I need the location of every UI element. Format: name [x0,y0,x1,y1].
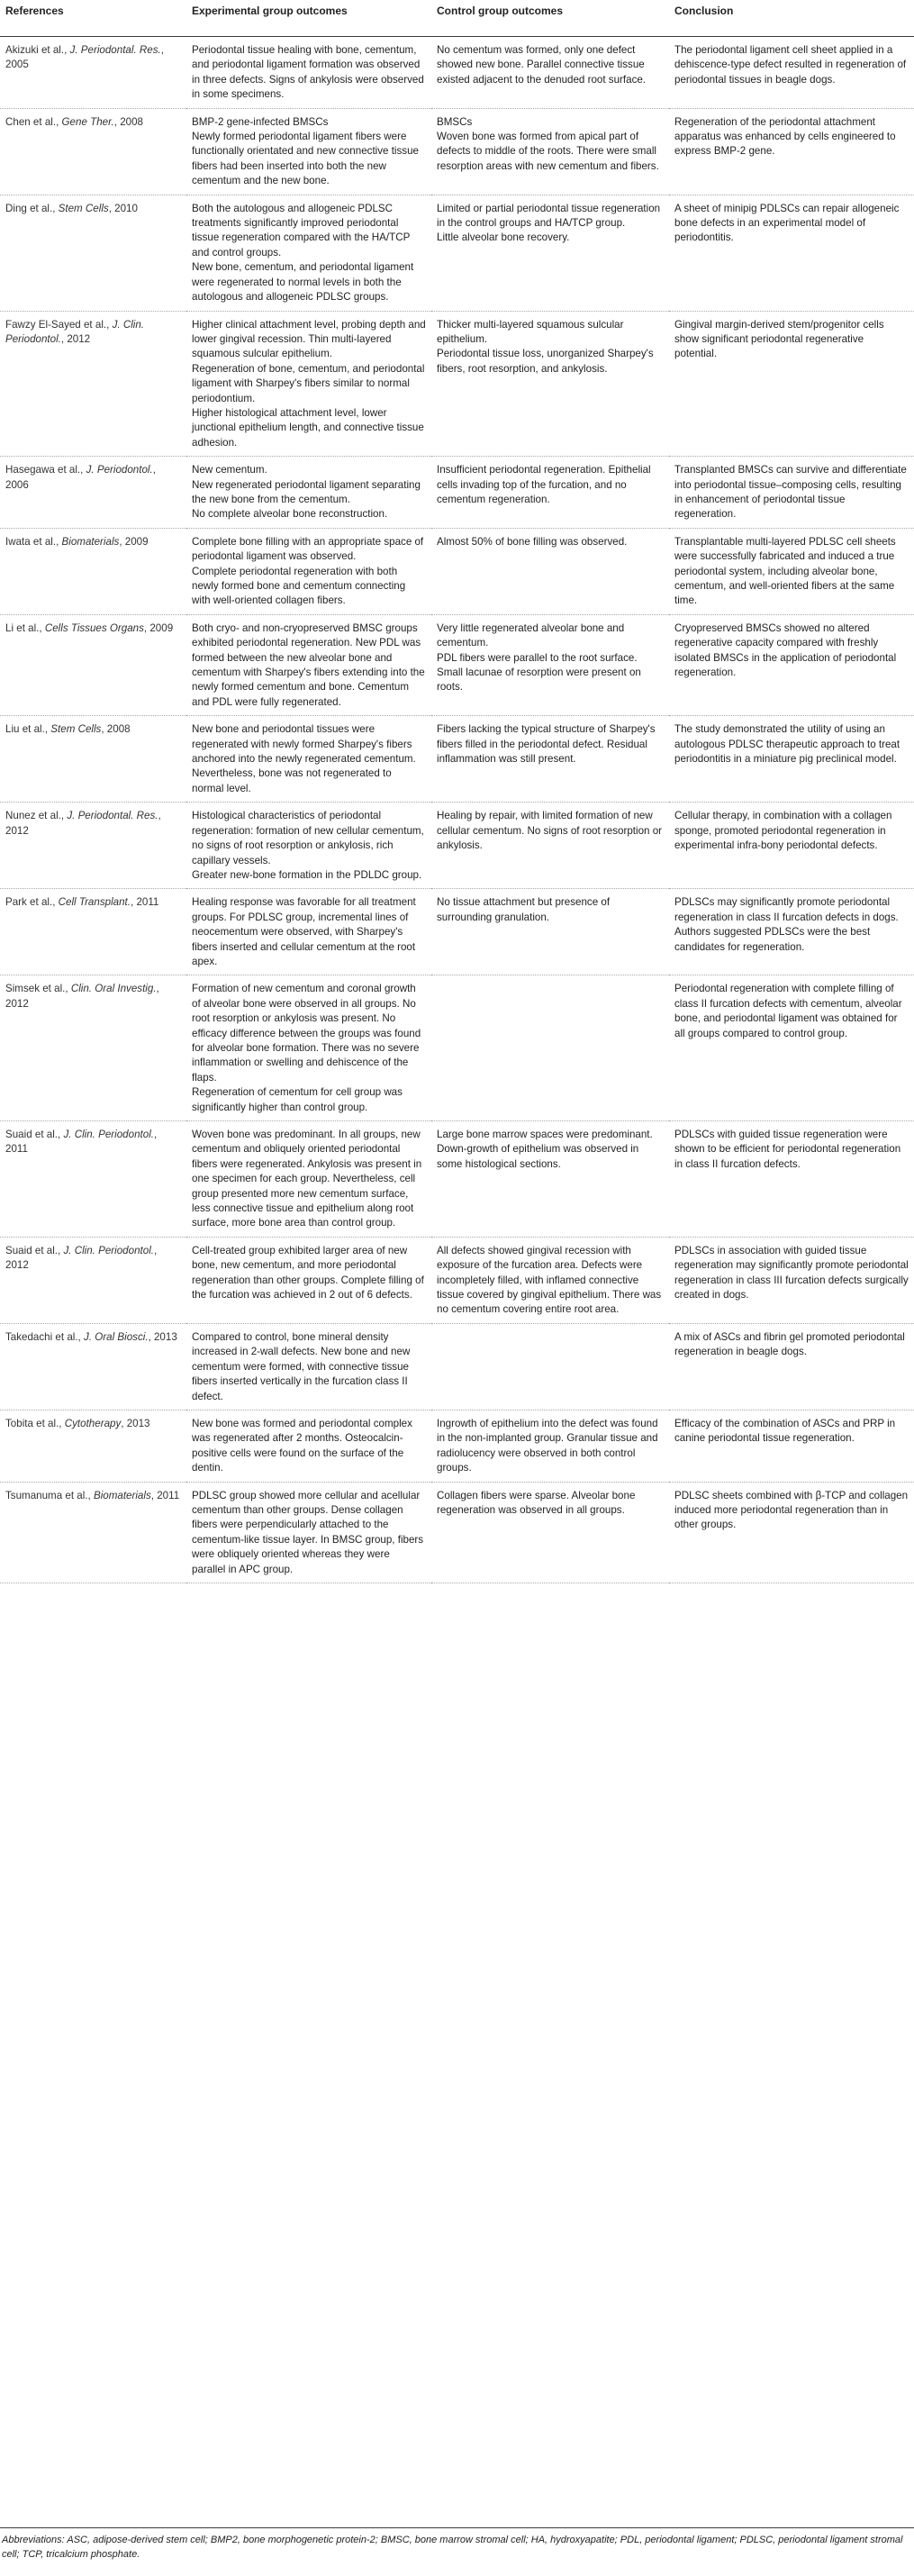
reference-cell [0,1121,186,1238]
experimental-text: Higher clinical attachment level, probing depth and lower gingival recession. Thin multi-layered squamous sulcular epithelium. [192,318,426,360]
experimental-text: New bone was formed and periodontal complex was regenerated after 2 months. Osteocalcin-positive cells were found on the surface of the dentin. [192,1417,412,1474]
control-outcome-cell [431,716,669,803]
conclusion-cell [669,975,914,1121]
table-row [0,975,914,1121]
reference-year: , 2010 [108,202,138,214]
conclusion-cell [669,311,914,457]
experimental-outcome-cell [186,1323,431,1410]
experimental-text: Greater new-bone formation in the PDLDC group. [192,868,422,881]
conclusion-cell [669,1323,914,1410]
control-outcome-cell [431,1121,669,1238]
reference-author: Tobita et al., [5,1417,62,1429]
experimental-outcome-cell [186,1121,431,1238]
experimental-outcome-cell [186,37,431,109]
reference-author: Park et al., [5,896,56,909]
reference-journal: J. Clin. Periodontol. [63,1244,154,1256]
control-outcome-cell [431,1237,669,1323]
experimental-text: Compared to control, bone mineral density increased in 2-wall defects. New bone and new cementum were formed, with connective tissue fibers inserted vertically in the furcation class II defect. [192,1330,411,1402]
conclusion-text: PDLSCs may significantly promote periodontal regeneration in class II furcation defects in dogs. Authors suggested PDLSCs were the best candidates for regeneration. [674,896,899,953]
reference-cell [0,37,186,109]
reference-author: Nunez et al., [5,810,65,822]
conclusion-cell [669,108,914,195]
footnote-divider [0,2527,914,2528]
reference-year: , 2012 [5,810,161,837]
control-outcome-cell [431,1323,669,1410]
reference-cell [0,1237,186,1323]
control-outcome-cell [431,457,669,529]
reference-journal: Biomaterials [93,1489,151,1501]
table-row [0,311,914,457]
reference-cell [0,716,186,803]
experimental-text: BMP-2 gene-infected BMSCs [192,115,329,128]
table-row [0,1323,914,1410]
reference-year: , 2009 [119,535,149,548]
reference-cell [0,528,186,614]
experimental-text: Periodontal tissue healing with bone, cementum, and periodontal ligament formation was observed in three defects. Signs of ankylosis were observed in some specimens. [192,44,424,101]
control-text: Periodontal tissue loss, unorganized Sharpey's fibers, root resorption, and ankylosis. [437,348,654,375]
control-text: Collagen fibers were sparse. Alveolar bone regeneration was observed in all groups. [437,1489,636,1516]
reference-journal: Cell Transplant. [58,896,131,909]
conclusion-text: Periodontal regeneration with complete filling of class II furcation defects with cementum, alveolar bone, and periodontal ligament was obtained for all groups compared to control group. [674,983,902,1039]
table-row [0,108,914,195]
reference-journal: Stem Cells [58,202,109,214]
conclusion-cell [669,1410,914,1482]
control-text: Limited or partial periodontal tissue regeneration in the control groups and HA/TCP group. [437,202,661,230]
experimental-outcome-cell [186,457,431,529]
conclusion-text: The study demonstrated the utility of using an autologous PDLSC therapeutic approach to treat periodontitis in a miniature pig preclinical model. [674,723,900,766]
conclusion-cell [669,457,914,529]
conclusion-text: Cellular therapy, in combination with a collagen sponge, promoted periodontal regeneration in experimental infra-bony periodontal defects. [674,810,892,852]
table-row [0,1410,914,1482]
reference-year: , 2013 [121,1417,150,1429]
conclusion-text: Efficacy of the combination of ASCs and PRP in canine periodontal tissue regeneration. [674,1417,896,1445]
control-outcome-cell [431,975,669,1121]
reference-author: Hasegawa et al., [5,464,84,476]
reference-journal: Clin. Oral Investig. [70,983,157,995]
reference-author: Li et al., [5,621,42,634]
reference-journal: Biomaterials [61,535,120,548]
reference-year: , 2011 [150,1489,180,1501]
conclusion-cell [669,1121,914,1238]
reference-journal: J. Periodontal. Res. [69,44,161,56]
table-row [0,195,914,311]
experimental-outcome-cell [186,1237,431,1323]
reference-journal: J. Clin. Periodontol. [63,1129,154,1140]
control-text: Very little regenerated alveolar bone and cementum. [437,621,625,649]
experimental-text: Healing response was favorable for all treatment groups. For PDLSC group, incremental lines of neocementum were observed, with Sharpey's fibers inserted and cellular cementum at the root apex. [192,896,416,967]
reference-author: Liu et al., [5,723,49,736]
reference-author: Takedachi et al., [5,1330,81,1343]
table-row [0,803,914,889]
conclusion-cell [669,195,914,311]
header-references: References [0,0,186,37]
control-outcome-cell [431,195,669,311]
reference-cell [0,457,186,529]
control-text: PDL fibers were parallel to the root surface. Small lacunae of resorption were present on roots. [437,651,641,694]
table-row [0,1482,914,1583]
experimental-outcome-cell [186,716,431,803]
control-text: No cementum was formed, only one defect showed new bone. Parallel connective tissue existed adjacent to the denuded root surface. [437,44,647,86]
conclusion-text: PDLSC sheets combined with β-TCP and collagen induced more periodontal regeneration than in other groups. [674,1489,909,1531]
experimental-outcome-cell [186,528,431,614]
control-outcome-cell [431,311,669,457]
reference-cell [0,195,186,311]
control-text: Insufficient periodontal regeneration. Epithelial cells invading top of the furcation, and no cementum regeneration. [437,464,651,505]
header-control: Control group outcomes [431,0,669,37]
reference-journal: J. Periodontol. [86,464,153,476]
control-outcome-cell [431,37,669,109]
reference-cell [0,1323,186,1410]
reference-author: Chen et al., [5,115,59,128]
table-header-row [0,0,914,37]
reference-journal: J. Clin. Periodontol. [5,318,145,345]
reference-author: Simsek et al., [5,983,68,995]
conclusion-text: Transplantable multi-layered PDLSC cell sheets were successfully fabricated and induced a true periodontal system, including alveolar bone, cementum, and well-oriented fibers at the same time. [674,535,896,607]
reference-journal: J. Oral Biosci. [84,1330,149,1343]
reference-journal: Stem Cells [50,723,102,736]
conclusion-cell [669,1482,914,1583]
abbreviations-footnote: Abbreviations: ASC, adipose-derived stem cell; BMP2, bone morphogenetic protein-2; BMSC, bone marrow stromal cell; HA, hydroxyapatite; PDL, periodontal ligament; PDLSC, periodontal ligament stromal cell; TCP, tricalcium phosphate. [2,2535,903,2560]
reference-journal: J. Periodontal. Res. [67,810,158,822]
reference-cell [0,1410,186,1482]
reference-journal: Cells Tissues Organs [44,621,144,634]
reference-year: , 2012 [5,1244,158,1272]
experimental-outcome-cell [186,195,431,311]
conclusion-text: A mix of ASCs and fibrin gel promoted periodontal regeneration in beagle dogs. [674,1330,905,1358]
reference-year: , 2013 [148,1330,177,1343]
experimental-text: Regeneration of cementum for cell group was significantly higher than control group. [192,1086,403,1113]
reference-author: Fawzy El-Sayed et al., [5,318,110,331]
table-row [0,1121,914,1238]
control-outcome-cell [431,803,669,889]
experimental-text: No complete alveolar bone reconstruction. [192,508,388,521]
conclusion-cell [669,1237,914,1323]
header-conclusion: Conclusion [669,0,914,37]
conclusion-cell [669,803,914,889]
reference-year: , 2009 [143,621,174,634]
reference-cell [0,889,186,975]
reference-year: , 2005 [5,44,164,71]
reference-author: Tsumanuma et al., [5,1489,91,1501]
reference-year: , 2011 [5,1129,158,1156]
experimental-text: New regenerated periodontal ligament separating the new bone from the cementum. [192,478,421,505]
conclusion-text: Regeneration of the periodontal attachment apparatus was enhanced by cells engineered to express BMP-2 gene. [674,115,896,158]
experimental-outcome-cell [186,108,431,195]
experimental-outcome-cell [186,889,431,975]
experimental-text: Both cryo- and non-cryopreserved BMSC groups exhibited periodontal regeneration. New PDL was formed between the new alveolar bone and cementum with Sharpey's fibers extending into the newly formed cementum and bone. Cementum and PDL were fully regenerated. [192,621,425,708]
reference-author: Iwata et al., [5,535,59,548]
reference-year: , 2011 [131,896,159,909]
reference-cell [0,1482,186,1583]
reference-journal: Cytotherapy [64,1417,122,1429]
reference-author: Suaid et al., [5,1244,61,1256]
conclusion-cell [669,716,914,803]
control-text: Healing by repair, with limited formation of new cellular cementum. No signs of root resorption or ankylosis. [437,810,663,852]
conclusion-text: PDLSCs with guided tissue regeneration were shown to be efficient for periodontal regeneration in class II furcation defects. [674,1129,901,1170]
experimental-outcome-cell [186,614,431,715]
control-text: Thicker multi-layered squamous sulcular epithelium. [437,318,624,345]
reference-year: , 2006 [5,464,156,491]
control-text: Ingrowth of epithelium into the defect was found in the non-implanted group. Granular tissue and radiolucency were observed in both control groups. [437,1417,658,1474]
conclusion-cell [669,889,914,975]
table-row [0,37,914,109]
conclusion-text: PDLSCs in association with guided tissue regeneration may significantly promote periodontal regeneration in class III furcation defects surgically created in dogs. [674,1244,909,1302]
control-outcome-cell [431,108,669,195]
experimental-text: Complete periodontal regeneration with both newly formed bone and cementum connecting with well-oriented collagen fibers. [192,565,406,607]
experimental-text: Complete bone filling with an appropriate space of periodontal ligament was observed. [192,535,424,563]
reference-year: , 2012 [5,983,159,1010]
experimental-text: Higher histological attachment level, lower junctional epithelium length, and connective tissue adhesion. [192,406,424,449]
conclusion-cell [669,528,914,614]
control-text: BMSCs [437,115,473,128]
table-body [0,37,914,1583]
reference-cell [0,975,186,1121]
experimental-text: Newly formed periodontal ligament fibers were functionally orientated and new connective tissue fibers had been inserted into both the new cementum and the new bone. [192,131,419,187]
conclusion-text: Cryopreserved BMSCs showed no altered regenerative capacity compared with freshly isolated BMSCs in the application of periodontal regeneration. [674,621,897,679]
conclusion-text: The periodontal ligament cell sheet applied in a dehiscence-type defect resulted in regeneration of periodontal tissues in beagle dogs. [674,44,907,86]
control-text: All defects showed gingival recession with exposure of the furcation area. Defects were incompletely filled, with inflamed connective tissue covered by gingival epithelium. There was no cementum covering entire root area. [437,1244,662,1316]
experimental-outcome-cell [186,975,431,1121]
conclusion-cell [669,37,914,109]
experimental-outcome-cell [186,311,431,457]
control-outcome-cell [431,528,669,614]
table-row [0,1237,914,1323]
control-text: Fibers lacking the typical structure of Sharpey's fibers filled in the periodontal defect. Residual inflammation was still present. [437,723,656,766]
conclusion-text: A sheet of minipig PDLSCs can repair allogeneic bone defects in an experimental model of periodontitis. [674,202,900,244]
experimental-text: Formation of new cementum and coronal growth of alveolar bone were observed in all groups. No root resorption or ankylosis was present. No efficacy difference between the groups was found for alveolar bone formation. There was no severe inflammation or swelling and dehiscence of the flaps. [192,983,421,1084]
reference-year: , 2012 [60,332,91,345]
reference-cell [0,614,186,715]
experimental-text: New bone, cementum, and periodontal ligament were regenerated to normal levels in both the autologous and allogeneic PDLSC groups. [192,261,414,304]
conclusion-cell [669,614,914,715]
experimental-text: New bone and periodontal tissues were regenerated with newly formed Sharpey's fibers anchored into the newly regenerated cementum. Nevertheless, bone was not regenerated to normal level. [192,723,416,794]
table-row [0,716,914,803]
experimental-outcome-cell [186,803,431,889]
control-outcome-cell [431,889,669,975]
experimental-outcome-cell [186,1410,431,1482]
experimental-text: Woven bone was predominant. In all groups, new cementum and obliquely oriented periodontal fibers were regenerated. Ankylosis was present in one specimen for each group. Nevertheless, cell group presented more new cementum surface, less connective tissue and epithelium along root surface, more bone area than control group. [192,1129,422,1229]
experimental-text: Histological characteristics of periodontal regeneration: formation of new cellular cementum, no signs of root resorption or ankylosis, rich capillary vessels. [192,810,424,866]
reference-author: Suaid et al., [5,1129,61,1140]
conclusion-text: Transplanted BMSCs can survive and differentiate into periodontal tissue–composing cells, resulting in enhancement of periodontal tissue regeneration. [674,464,907,521]
control-text: Almost 50% of bone filling was observed. [437,535,628,548]
table-row [0,889,914,975]
reference-year: , 2008 [113,115,143,128]
experimental-text: Both the autologous and allogeneic PDLSC treatments significantly improved periodontal tissue regeneration compared with the HA/TCP and control groups. [192,202,411,259]
reference-cell [0,311,186,457]
table-row [0,614,914,715]
control-outcome-cell [431,1482,669,1583]
header-experimental: Experimental group outcomes [186,0,431,37]
control-text: Little alveolar bone recovery. [437,231,570,244]
experimental-text: PDLSC group showed more cellular and acellular cementum than other groups. Dense collagen fibers were perpendicularly attached to the cementum-like tissue layer. In BMSC group, fibers were obliquely oriented whereas they were parallel in APC group. [192,1489,424,1575]
table-row [0,457,914,529]
reference-year: , 2008 [101,723,131,736]
reference-author: Ding et al., [5,202,56,214]
experimental-text: Cell-treated group exhibited larger area of new bone, new cementum, and more periodontal regeneration than other groups. Complete filling of the furcation was achieved in 2 out of 6 defects. [192,1244,424,1302]
control-outcome-cell [431,614,669,715]
control-text: No tissue attachment but presence of surrounding granulation. [437,896,611,923]
control-text: Large bone marrow spaces were predominant. Down-growth of epithelium was observed in some histological sections. [437,1129,653,1170]
conclusion-text: Gingival margin-derived stem/progenitor cells show significant periodontal regenerative potential. [674,318,884,360]
experimental-outcome-cell [186,1482,431,1583]
reference-cell [0,803,186,889]
reference-cell [0,108,186,195]
reference-journal: Gene Ther. [61,115,114,128]
control-text: Woven bone was formed from apical part of defects to middle of the roots. There were small resorption areas with new cementum and fibers. [437,131,659,172]
experimental-text: New cementum. [192,464,267,476]
control-outcome-cell [431,1410,669,1482]
experimental-text: Regeneration of bone, cementum, and periodontal ligament with Sharpey's fibers similar to normal periodontium. [192,362,425,404]
reference-author: Akizuki et al., [5,44,68,56]
table-row [0,528,914,614]
